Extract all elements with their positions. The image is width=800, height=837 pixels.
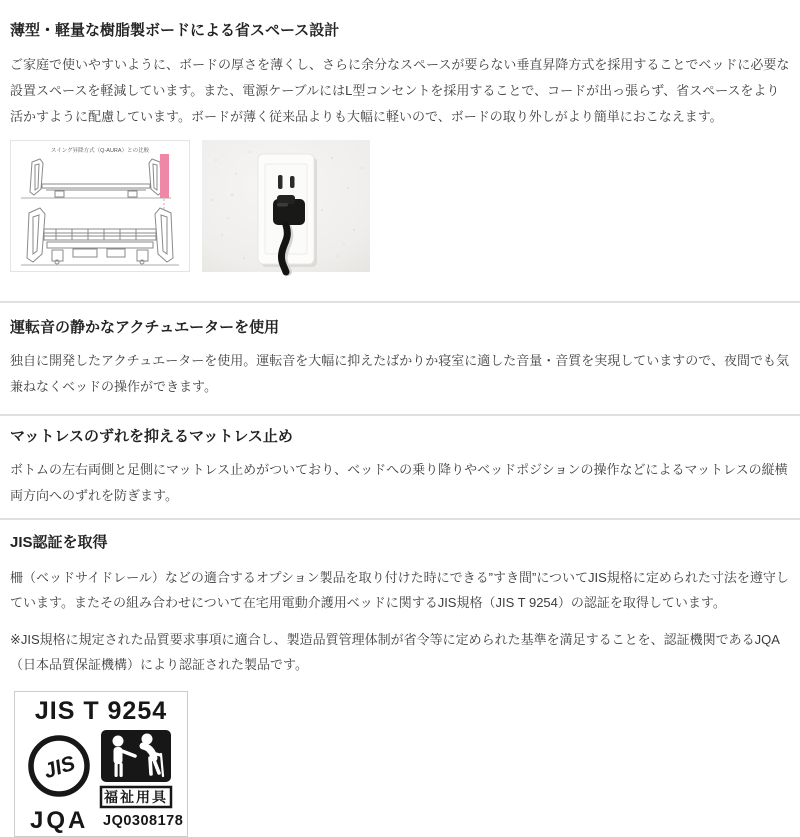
jqa-org-label: JQA (30, 807, 89, 834)
section-mattress-stopper (0, 416, 800, 509)
section-body: ボトムの左右両側と足側にマットレス止めがついており、ベッドへの乗り降りやベッドポジションの操作などによるマットレスの縦横両方向へのずれを防ぎます。 (10, 462, 788, 503)
bed-diagram-svg (11, 141, 189, 271)
jis-mark-icon (31, 738, 87, 794)
section-space-saving (0, 0, 800, 272)
certification-number: JQ0308178 (103, 813, 184, 829)
jis-certification-logo (14, 691, 188, 837)
section-body: 独自に開発したアクチュエーターを使用。運転音を大幅に抑えたばかりか寝室に適した音量・音質を実現していますので、夜間でも気兼ねなくベッドの操作ができます。 (10, 353, 789, 394)
section-heading: 運転音の静かなアクチュエーターを使用 (10, 319, 280, 336)
jis-logo-svg (15, 692, 187, 836)
bed-diagram-figure (10, 140, 190, 272)
section-heading: JIS認証を取得 (10, 534, 108, 551)
section-jis-certification (0, 520, 800, 837)
section-quiet-actuator (0, 303, 800, 400)
thin-bed-drawing (21, 159, 171, 198)
section-body: ご家庭で使いやすいように、ボードの厚さを薄くし、さらに余分なスペースが要らない垂直昇降方式を採用することでベッドに必要な設置スペースを軽減しています。また、電源ケーブルにはL型コンセントを採用することで、コードが出っ張らず、省スペースをより活かすように配慮しています。ボードが薄く従来品よりも大幅に軽いので、ボードの取り外しがより簡単におこなえます。 (10, 57, 790, 124)
height-highlight-bar (160, 154, 169, 198)
section-heading: マットレスのずれを抑えるマットレス止め (10, 428, 293, 445)
welfare-equipment-pictogram-icon (101, 730, 171, 782)
jis-standard-number: JIS T 9254 (34, 697, 168, 725)
section-heading: 薄型・軽量な樹脂製ボードによる省スペース設計 (10, 22, 340, 39)
welfare-equipment-label: 福祉用具 (104, 789, 168, 805)
diagram-caption: スイング昇降方式（Q-AURA）との比較 (50, 148, 150, 154)
thick-bed-drawing (21, 208, 179, 265)
section-body: 柵（ベッドサイドレール）などの適合するオプション製品を取り付けた時にできる”すき間”についてJIS規格に定められた寸法を遵守しています。またその組み合わせについて在宅用電動介護用ベッドに関するJIS規格（JIS T 9254）の認証を取得しています。 (10, 570, 789, 610)
figure-row (10, 140, 790, 272)
welfare-equipment-label-box (101, 787, 171, 807)
outlet-photo-figure (202, 140, 370, 272)
outlet-photo-svg (202, 140, 370, 272)
svg-text:JIS: JIS (40, 751, 79, 784)
section-note: ※JIS規格に規定された品質要求事項に適合し、製造品質管理体制が省令等に定められた基準を満足することを、認証機関であるJQA（日本品質保証機構）により認証された製品です。 (10, 632, 780, 672)
